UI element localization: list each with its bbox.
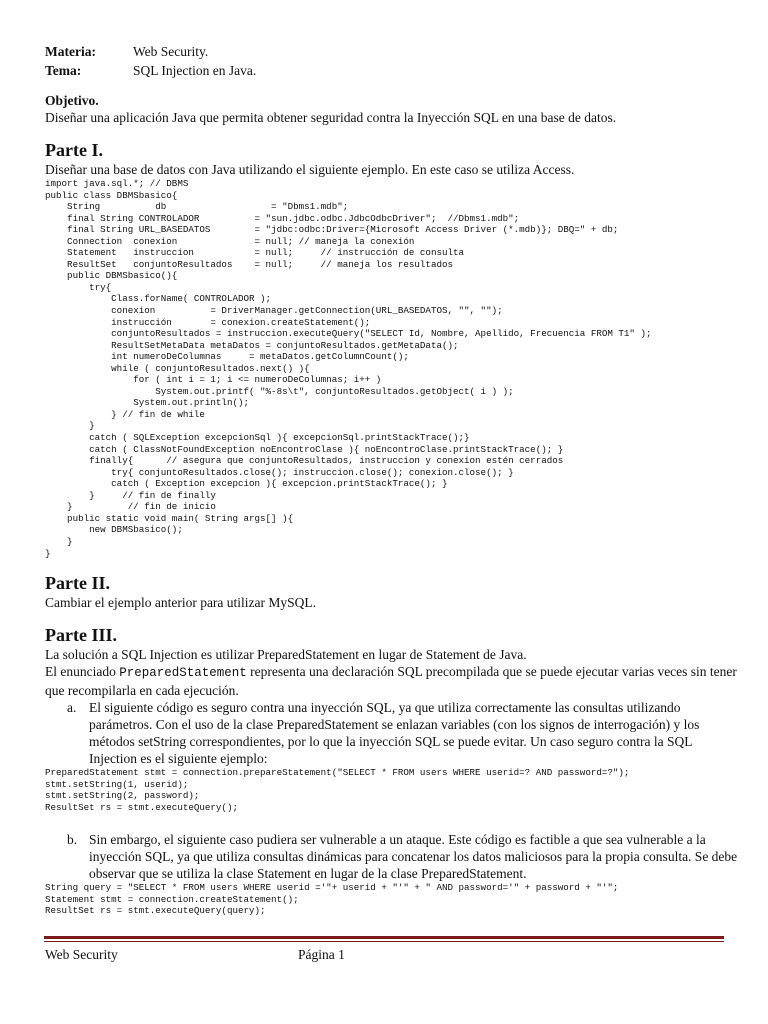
materia-label: Materia: xyxy=(45,44,96,59)
parte1-code-line: final String URL_BASEDATOS = "jdbc:odbc:Driver={Microsoft Access Driver (*.mdb)}; DBQ=" + db; xyxy=(67,224,619,236)
parte1-code-line: finally{ // asegura que conjuntoResultados, instruccion y conexion estén cerrados xyxy=(89,455,564,467)
item-a-code-line: ResultSet rs = stmt.executeQuery(); xyxy=(45,801,238,813)
footer-rule-thin xyxy=(44,941,724,942)
parte1-code-line: final String CONTROLADOR = "sun.jdbc.odbc.JdbcOdbcDriver"; //Dbms1.mdb"; xyxy=(67,212,520,224)
item-b-text-3: . xyxy=(523,866,527,882)
parte1-code-block xyxy=(45,178,740,559)
objetivo-text: Diseñar una aplicación Java que permita obtener seguridad contra la Inyección SQL en una base de datos. xyxy=(45,110,617,125)
parte2-title: Parte II. xyxy=(45,573,110,594)
item-b-text-2: en lugar de la clase xyxy=(310,866,422,882)
objetivo-heading: Objetivo. xyxy=(45,93,99,108)
parte1-code-line: public DBMSbasico(){ xyxy=(67,270,178,282)
parte1-code-line: Connection conexion = null; // maneja la conexión xyxy=(67,235,415,247)
parte1-code-line: ResultSetMetaData metaDatos = conjuntoResultados.getMetaData(); xyxy=(111,339,459,351)
parte1-code-line: } // fin de inicio xyxy=(67,501,216,513)
parte1-code-line: public class DBMSbasico{ xyxy=(45,189,178,201)
parte1-code-line: import java.sql.*; // DBMS xyxy=(45,178,189,189)
document-content xyxy=(45,42,740,917)
list-item-b-marker: b. xyxy=(67,832,78,848)
item-a-code-line: PreparedStatement stmt = connection.prepareStatement("SELECT * FROM users WHERE userid=? AND password=?"); xyxy=(45,767,630,779)
parte1-code-line: ResultSet conjuntoResultados = null; // maneja los resultados xyxy=(67,258,453,270)
list-item-b-body xyxy=(89,831,740,882)
footer-page-number: Página 1 xyxy=(298,947,345,962)
parte3-title: Parte III. xyxy=(45,625,117,646)
parte1-code-line: } xyxy=(67,535,73,547)
parte1-code-line: instrucción = conexion.createStatement(); xyxy=(111,316,371,328)
item-a-code-line: stmt.setString(2, password); xyxy=(45,790,200,802)
item-a-text-1: El siguiente código es seguro contra una inyección SQL, ya que utiliza correctamente las consultas utilizando parámetros. Con el uso de la clase xyxy=(89,700,681,733)
parte1-code-line: Class.forName( CONTROLADOR ); xyxy=(111,293,272,305)
parte1-code-line: public static void main( String args[] ){ xyxy=(67,512,294,524)
item-b-code-1: Statement xyxy=(256,866,311,882)
parte3-line2-post: representa una declaración SQL precompilada que se puede ejecutar varias veces sin tener que recompilarla en cada ejecución. xyxy=(45,664,737,699)
parte1-code-line: conexion = DriverManager.getConnection(URL_BASEDATOS, "", ""); xyxy=(111,305,503,317)
parte1-code-line: System.out.printf( "%-8s\t", conjuntoResultados.getObject( i ) ); xyxy=(155,385,514,397)
parte1-code-line: String db = "Dbms1.mdb"; xyxy=(67,201,349,213)
parte1-code-line: System.out.println(); xyxy=(133,397,249,409)
materia-value: Web Security. xyxy=(133,44,209,59)
list-item-b xyxy=(45,831,740,882)
item-b-code-block xyxy=(45,882,740,917)
parte1-code-line: } xyxy=(89,420,95,432)
parte1-code-line: int numeroDeColumnas = metaDatos.getColumnCount(); xyxy=(111,351,409,363)
parte1-code-line: new DBMSbasico(); xyxy=(89,524,183,536)
parte1-code-line: } // fin de while xyxy=(111,408,205,420)
parte1-code-line: } xyxy=(45,547,51,559)
parte1-code-line: conjuntoResultados = instruccion.executeQuery("SELECT Id, Nombre, Apellido, Frecuencia FROM T1" ); xyxy=(111,328,652,340)
tema-row xyxy=(45,61,740,80)
item-b-text-1: Sin embargo, el siguiente caso pudiera ser vulnerable a un ataque. Este código es factible a que sea vulnerable a la inyección SQL, ya que utiliza consultas dinámicas para concatenar los datos maliciosos para la propia consulta. Se debe observar que se utiliza la clase xyxy=(89,832,738,882)
parte1-code-line: catch ( Exception excepcion ){ excepcion.printStackTrace(); } xyxy=(111,478,448,490)
parte1-code-line: for ( int i = 1; i <= numeroDeColumnas; i++ ) xyxy=(133,374,382,386)
parte1-text: Diseñar una base de datos con Java utilizando el siguiente ejemplo. En este caso se utiliza Access. xyxy=(45,162,575,177)
parte2-text: Cambiar el ejemplo anterior para utilizar MySQL. xyxy=(45,595,317,611)
item-a-text-2: se enlazan variables (con los signos de interrogación) y los métodos xyxy=(89,717,700,750)
item-b-code-line: Statement stmt = connection.createStatement(); xyxy=(45,893,299,905)
item-a-code-line: stmt.setString(1, userid); xyxy=(45,778,189,790)
item-a-code-block xyxy=(45,767,740,813)
tema-value: SQL Injection en Java. xyxy=(133,63,257,78)
parte3-line1: La solución a SQL Injection es utilizar PreparedStatement en lugar de Statement de Java. xyxy=(45,647,527,663)
parte3-line2 xyxy=(45,663,740,699)
parte3-line2-code: PreparedStatement xyxy=(119,666,247,681)
parte1-code-line: } // fin de finally xyxy=(89,489,216,501)
item-a-code-1: PreparedStatement xyxy=(276,717,379,733)
item-b-code-line: String query = "SELECT * FROM users WHERE userid ='"+ userid + "'" + " AND password='" + password + "'"; xyxy=(45,882,619,894)
item-b-code-2: PreparedStatement xyxy=(421,866,524,882)
parte1-code-line: try{ xyxy=(89,281,112,293)
spacer xyxy=(45,813,740,831)
item-a-code-2: setString xyxy=(138,734,187,750)
footer-rule-thick xyxy=(44,936,724,939)
materia-row xyxy=(45,42,740,61)
list-item-a-body xyxy=(89,699,740,767)
item-a-text-3: correspondientes, por lo que la inyección SQL se puede evitar. Un caso seguro contra la SQL Injection es el siguiente ejemplo: xyxy=(89,734,692,767)
list-item-a xyxy=(45,699,740,767)
parte3-line2-pre: El enunciado xyxy=(45,664,120,680)
parte1-title: Parte I. xyxy=(45,140,103,160)
footer-title: Web Security xyxy=(45,947,118,962)
parte1-code-line: Statement instruccion = null; // instrucción de consulta xyxy=(67,247,465,259)
parte1-code-line: catch ( ClassNotFoundException noEncontroClase ){ noEncontroClase.printStackTrace(); } xyxy=(89,443,564,455)
tema-label: Tema: xyxy=(45,63,82,78)
parte1-code-line: try{ conjuntoResultados.close(); instruccion.close(); conexion.close(); } xyxy=(111,466,514,478)
parte1-code-line: catch ( SQLException excepcionSql ){ excepcionSql.printStackTrace();} xyxy=(89,432,470,444)
list-item-a-marker: a. xyxy=(67,700,77,716)
parte1-code-line: while ( conjuntoResultados.next() ){ xyxy=(111,362,310,374)
item-b-code-line: ResultSet rs = stmt.executeQuery(query); xyxy=(45,905,266,917)
